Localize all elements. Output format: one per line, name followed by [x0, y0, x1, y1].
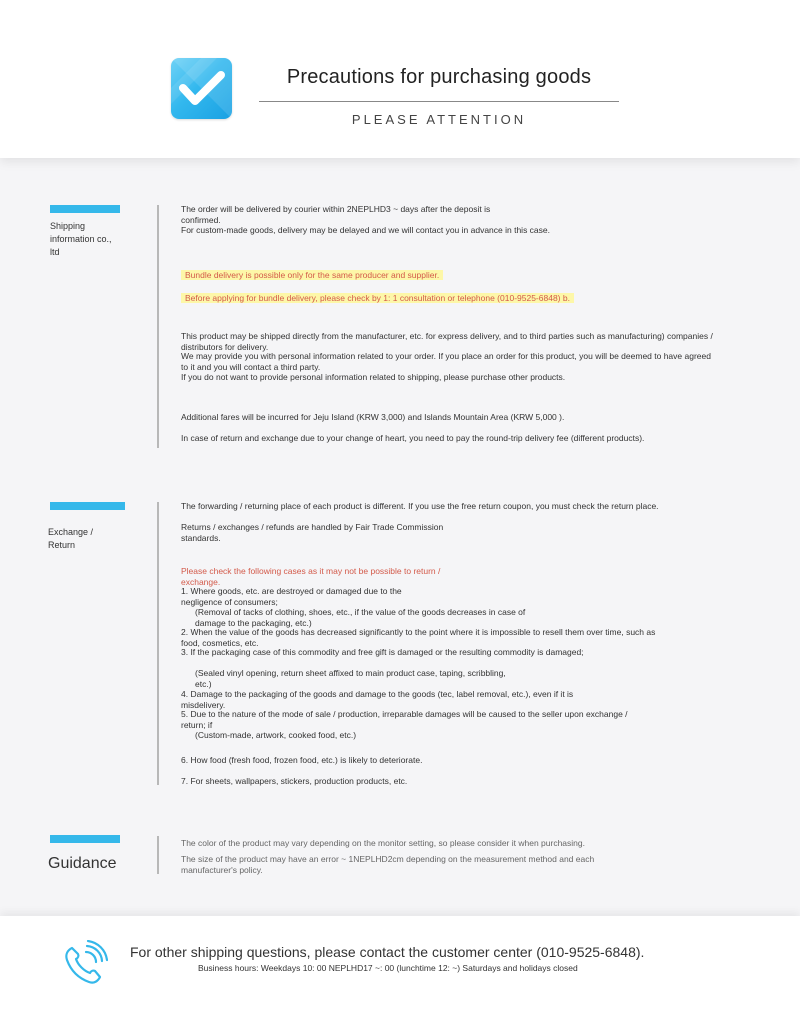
exchange-warning: Please check the following cases as it may not be possible to return / exchange.	[181, 566, 441, 587]
contact-text: For other shipping questions, please contact the customer center (010-9525-6848).	[130, 944, 645, 960]
exchange-case: 4. Damage to the packaging of the goods and damage to the goods (tec, label removal, etc.), even if it is misdelivery.	[181, 689, 574, 710]
shipping-text: If you do not want to provide personal information related to shipping, please purchase other products.	[181, 372, 566, 382]
exchange-label: Exchange / Return	[48, 527, 94, 550]
exchange-case: 3. If the packaging case of this commodity and free gift is damaged or the resulting commodity is damaged;	[181, 647, 584, 657]
exchange-case: 7. For sheets, wallpapers, stickers, production products, etc.	[181, 776, 408, 786]
guidance-text: The size of the product may have an error ~ 1NEPLHD2cm depending on the measurement method and each manufacturer's policy.	[181, 854, 595, 875]
page-title: Precautions for purchasing goods	[286, 66, 592, 88]
guidance-label: Guidance	[48, 855, 117, 872]
shipping-text: This product may be shipped directly from the manufacturer, etc. for express delivery, and to third parties such as manufacturing) companies / distributors for delivery.	[181, 331, 713, 352]
header	[0, 0, 800, 158]
shipping-text: Additional fares will be incurred for Jeju Island (KRW 3,000) and Islands Mountain Area (KRW 5,000 ).	[181, 412, 565, 422]
business-hours: Business hours: Weekdays 10: 00 NEPLHD17 ~: 00 (lunchtime 12: ~) Saturdays and holidays closed	[198, 963, 578, 973]
shipping-text: The order will be delivered by courier within 2NEPLHD3 ~ days after the deposit is confirmed.	[181, 204, 491, 225]
exchange-case: 1. Where goods, etc. are destroyed or damaged due to the negligence of consumers;	[181, 586, 402, 607]
section-divider	[157, 836, 159, 874]
exchange-text: Returns / exchanges / refunds are handled by Fair Trade Commission standards.	[181, 522, 444, 543]
exchange-case: 6. How food (fresh food, frozen food, etc.) is likely to deteriorate.	[181, 755, 423, 765]
shipping-text: For custom-made goods, delivery may be delayed and we will contact you in advance in this case.	[181, 225, 550, 235]
section-divider	[157, 205, 159, 448]
exchange-case: 2. When the value of the goods has decreased significantly to the point where it is impossible to resell them over time, such as food, cosmetics, etc.	[181, 627, 656, 648]
exchange-case-detail: (Custom-made, artwork, cooked food, etc.)	[195, 730, 357, 740]
exchange-text: The forwarding / returning place of each product is different. If you use the free return coupon, you must check the return place.	[181, 501, 659, 511]
section-divider	[157, 502, 159, 785]
title-divider	[259, 101, 619, 102]
shipping-label: Shipping information co., ltd	[50, 221, 112, 257]
shipping-text: In case of return and exchange due to your change of heart, you need to pay the round-trip delivery fee (different products).	[181, 433, 645, 443]
section-accent-bar	[50, 205, 120, 213]
section-accent-bar	[50, 835, 120, 843]
shipping-warning: Bundle delivery is possible only for the same producer and supplier.	[181, 270, 741, 281]
shipping-warning: Before applying for bundle delivery, please check by 1: 1 consultation or telephone (010-9525-6848) b.	[181, 293, 741, 304]
shipping-text: We may provide you with personal information related to your order. If you place an order for this product, you will be deemed to have agreed to it and you will contact a third party.	[181, 351, 711, 372]
exchange-case: 5. Due to the nature of the mode of sale / production, irreparable damages will be caused to the seller upon exchange / return; if	[181, 709, 628, 730]
exchange-case-detail: (Removal of tacks of clothing, shoes, etc., if the value of the goods decreases in case of damage to the packaging, etc.)	[195, 607, 526, 628]
exchange-case-detail: (Sealed vinyl opening, return sheet affixed to main product case, taping, scribbling, etc.)	[195, 668, 506, 689]
section-accent-bar	[50, 502, 125, 510]
guidance-text: The color of the product may vary depending on the monitor setting, so please consider it when purchasing.	[181, 838, 585, 848]
page-subtitle: PLEASE ATTENTION	[351, 112, 527, 127]
phone-ringing-icon	[62, 940, 108, 986]
checkmark-badge-icon	[171, 58, 232, 119]
